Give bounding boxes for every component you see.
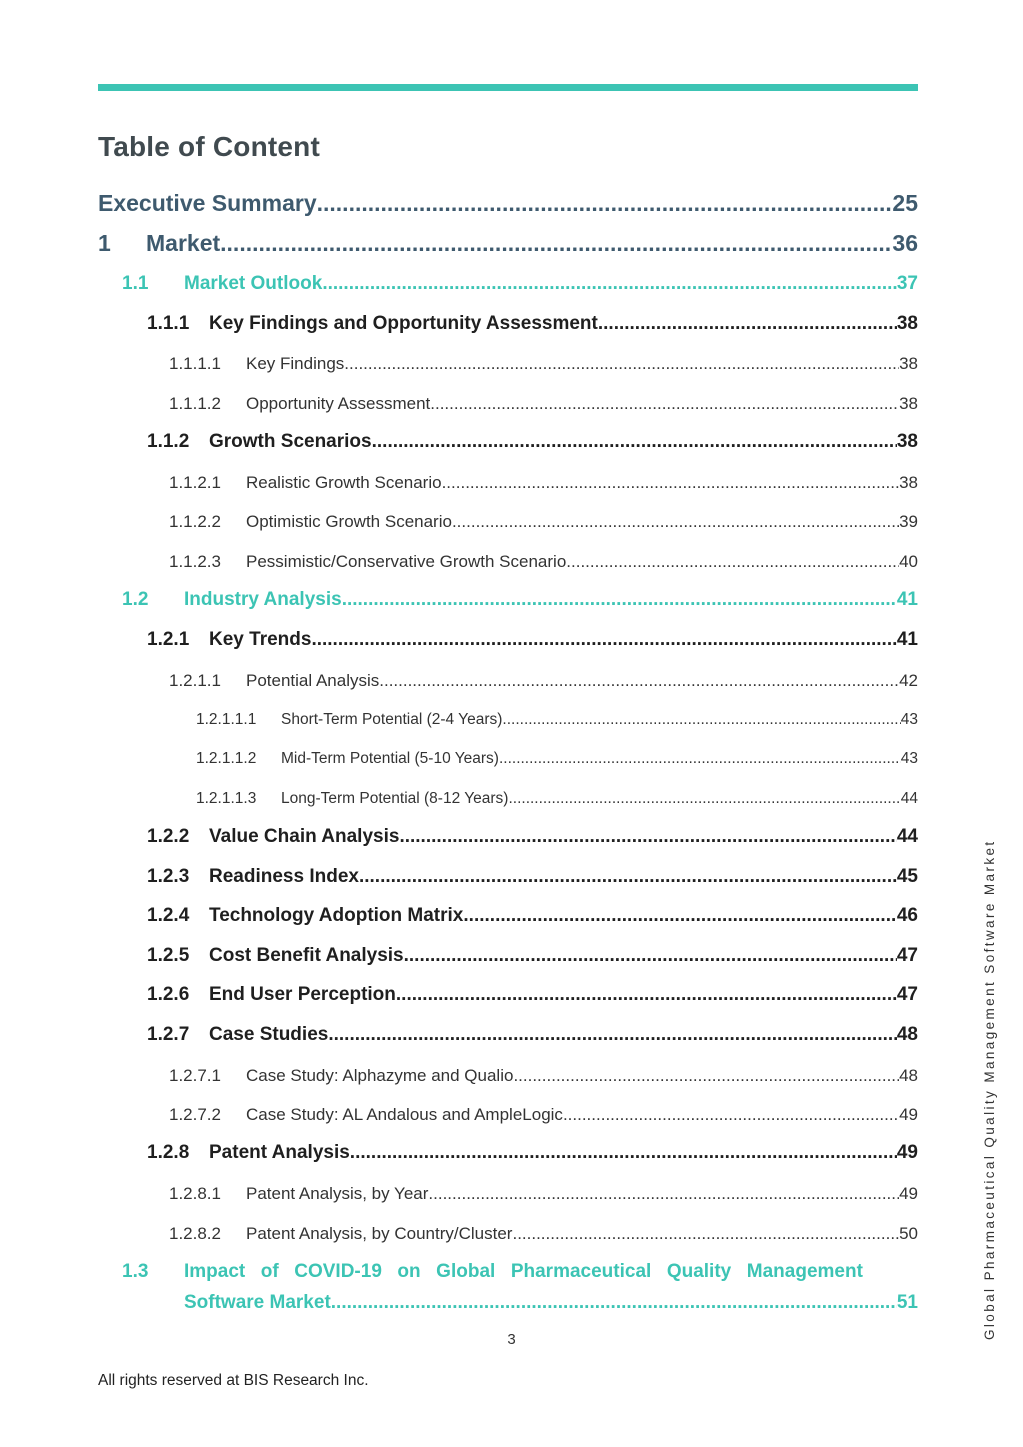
toc-entry-number: 1.1.2.3 [169,552,221,571]
leader-dots [359,866,897,888]
top-accent-rule [98,84,918,91]
toc-entry-number: 1.2.8 [147,1142,190,1163]
leader-dots [311,629,896,651]
toc-entry-number: 1 [98,230,111,256]
toc-entry-1-1-2-2[interactable] [169,512,918,532]
toc-page-number: 42 [899,671,918,690]
toc-entry-text: Optimistic Growth Scenario [246,512,452,531]
toc-page-number: 49 [896,1142,918,1163]
toc-entry-1-1-1-1[interactable] [169,354,918,374]
toc-word: Global [436,1261,496,1282]
toc-page-number: 40 [899,552,918,571]
toc-entry-number: 1.2 [122,589,149,610]
toc-entry-number: 1.1 [122,273,149,294]
leader-dots [563,1105,899,1125]
leader-dots [463,905,896,927]
toc-entry-number: 1.1.1.2 [169,394,221,413]
toc-page-number: 47 [896,945,918,966]
toc-entry-1-1-2-1[interactable] [169,473,918,493]
toc-entry-text: Case Studies [209,1024,329,1045]
toc-entry-1[interactable] [98,230,918,257]
toc-word: COVID-19 [294,1261,382,1282]
toc-entry-1-1-2-3[interactable] [169,552,918,572]
toc-page-number: 46 [896,905,918,926]
toc-entry-number: 1.2.3 [147,866,190,887]
toc-entry-executive-summary[interactable] [98,190,918,217]
toc-entry-1-1-1-2[interactable] [169,394,918,414]
leader-dots [502,711,900,729]
toc-page-number: 48 [899,1066,918,1085]
leader-dots [499,750,901,768]
toc-entry-text: Industry Analysis [184,589,342,610]
leader-dots [508,790,900,808]
toc-entry-text: Case Study: Alphazyme and Qualio [246,1066,514,1085]
toc-entry-number: 1.2.1.1.2 [196,750,257,767]
toc-entry-text: Long-Term Potential (8-12 Years) [281,790,509,807]
leader-dots [372,431,897,453]
toc-page-number: 38 [896,431,918,452]
toc-entry-text: Key Findings and Opportunity Assessment [209,313,598,334]
toc-entry-1-2-1-1-1[interactable] [196,711,918,729]
leader-dots [442,473,900,493]
toc-entry-number: 1.3 [122,1261,149,1282]
toc-page-number: 50 [899,1224,918,1243]
toc-page-number: 37 [896,273,918,294]
toc-word: Impact [184,1261,246,1282]
toc-entry-1-2-1-1[interactable] [169,671,918,691]
toc-entry-text: Market [146,230,221,256]
toc-page-number: 48 [896,1024,918,1045]
toc-entry-number: 1.2.8.1 [169,1184,221,1203]
leader-dots [350,1142,897,1164]
toc-entry-text: Patent Analysis, by Country/Cluster [246,1224,513,1243]
footer-copyright: All rights reserved at BIS Research Inc. [98,1372,369,1389]
toc-entry-text-line2: Software Market [184,1292,331,1313]
toc-page-number: 49 [899,1105,918,1124]
toc-entry-1-2-7-1[interactable] [169,1066,918,1086]
toc-word: on [397,1261,421,1282]
toc-entry-number: 1.2.1 [147,629,190,650]
leader-dots [322,273,897,295]
toc-page-number: 41 [896,589,918,610]
leader-dots [428,1184,899,1204]
leader-dots [404,945,897,967]
toc-page-number: 38 [899,473,918,492]
toc-entry-number: 1.1.2.2 [169,512,221,531]
page-title: Table of Content [98,131,320,162]
toc-page-number: 38 [899,394,918,413]
toc-entry-1-2-7-2[interactable] [169,1105,918,1125]
leader-dots [328,1024,897,1046]
toc-entry-text: Executive Summary [98,190,317,216]
toc-entry-1-2[interactable] [122,589,918,611]
toc-entry-1-1-1[interactable] [147,313,918,335]
toc-page-number: 25 [892,190,918,216]
leader-dots [342,589,897,611]
toc-entry-text: Patent Analysis, by Year [246,1184,429,1203]
toc-page-number: 38 [896,313,918,334]
toc-entry-text: End User Perception [209,984,396,1005]
page-number: 3 [507,1331,516,1348]
toc-page-number: 43 [900,750,918,767]
toc-entry-number: 1.2.5 [147,945,190,966]
toc-entry-number: 1.1.1.1 [169,354,221,373]
toc-entry-1-3[interactable] [122,1261,918,1314]
toc-page-number: 36 [892,230,918,256]
toc-entry-number: 1.2.8.2 [169,1224,221,1243]
toc-entry-number: 1.2.4 [147,905,190,926]
leader-dots [430,394,899,414]
leader-dots [598,313,897,335]
leader-dots [513,1066,899,1086]
toc-page-number: 44 [900,790,918,807]
toc-entry-text: Market Outlook [184,273,323,294]
toc-entry-text: Key Findings [246,354,345,373]
leader-dots [512,1224,899,1244]
toc-entry-1-2-1[interactable] [147,629,918,651]
toc-entry-1-2-8-2[interactable] [169,1224,918,1244]
toc-page-number: 47 [896,984,918,1005]
toc-entry-text: Value Chain Analysis [209,826,400,847]
toc-entry-number: 1.2.1.1 [169,671,221,690]
toc-entry-number: 1.2.7.1 [169,1066,221,1085]
leader-dots [331,1292,897,1314]
toc-page-number: 38 [899,354,918,373]
toc-entry-text: Potential Analysis [246,671,380,690]
toc-entry-number: 1.2.7 [147,1024,190,1045]
toc-page-number: 43 [900,711,918,728]
toc-word: of [260,1261,279,1282]
side-running-title: Global Pharmaceutical Quality Management Software Market [982,839,997,1340]
toc-entry-text-line1 [184,1261,863,1283]
toc-entry-number: 1.1.2 [147,431,190,452]
toc-entry-text: Technology Adoption Matrix [209,905,464,926]
toc-entry-1-2-8-1[interactable] [169,1184,918,1204]
toc-page-number: 49 [899,1184,918,1203]
toc-entry-text: Key Trends [209,629,312,650]
toc-page-number: 45 [896,866,918,887]
leader-dots [396,984,897,1006]
toc-entry-1-2-6[interactable] [147,984,918,1006]
toc-entry-text: Pessimistic/Conservative Growth Scenario [246,552,567,571]
toc-entry-1-2-8[interactable] [147,1142,918,1164]
toc-entry-number: 1.2.6 [147,984,190,1005]
toc-page-number: 41 [896,629,918,650]
toc-entry-text: Growth Scenarios [209,431,372,452]
toc-word: Management [746,1261,863,1282]
toc-entry-1-1[interactable] [122,273,918,295]
toc-entry-text: Patent Analysis [209,1142,350,1163]
toc-entry-text: Realistic Growth Scenario [246,473,442,492]
toc-entry-1-2-5[interactable] [147,945,918,967]
leader-dots [452,512,899,532]
toc-entry-1-2-1-1-3[interactable] [196,790,918,808]
toc-word: Pharmaceutical [510,1261,652,1282]
toc-entry-number: 1.2.2 [147,826,190,847]
toc-entry-number: 1.2.1.1.3 [196,790,257,807]
toc-entry-text: Case Study: AL Andalous and AmpleLogic [246,1105,563,1124]
toc-page-number: 44 [896,826,918,847]
toc-entry-1-2-1-1-2[interactable] [196,750,918,768]
leader-dots [317,190,893,217]
toc-entry-text: Short-Term Potential (2-4 Years) [281,711,503,728]
leader-dots [379,671,899,691]
leader-dots [220,230,892,257]
leader-dots [344,354,899,374]
toc-entry-number: 1.2.1.1.1 [196,711,257,728]
toc-entry-number: 1.2.7.2 [169,1105,221,1124]
toc-page-number: 39 [899,512,918,531]
leader-dots [399,826,896,848]
toc-entry-text: Opportunity Assessment [246,394,431,413]
toc-entry-text: Mid-Term Potential (5-10 Years) [281,750,499,767]
toc-entry-1-2-3[interactable] [147,866,918,888]
toc-entry-text: Cost Benefit Analysis [209,945,404,966]
toc-word: Quality [666,1261,732,1282]
toc-entry-1-1-2[interactable] [147,431,918,453]
toc-entry-1-2-4[interactable] [147,905,918,927]
toc-entry-text: Readiness Index [209,866,359,887]
toc-entry-number: 1.1.2.1 [169,473,221,492]
toc-entry-number: 1.1.1 [147,313,190,334]
toc-page-number: 51 [896,1292,918,1313]
toc-entry-1-2-2[interactable] [147,826,918,848]
leader-dots [566,552,899,572]
toc-entry-1-2-7[interactable] [147,1024,918,1046]
